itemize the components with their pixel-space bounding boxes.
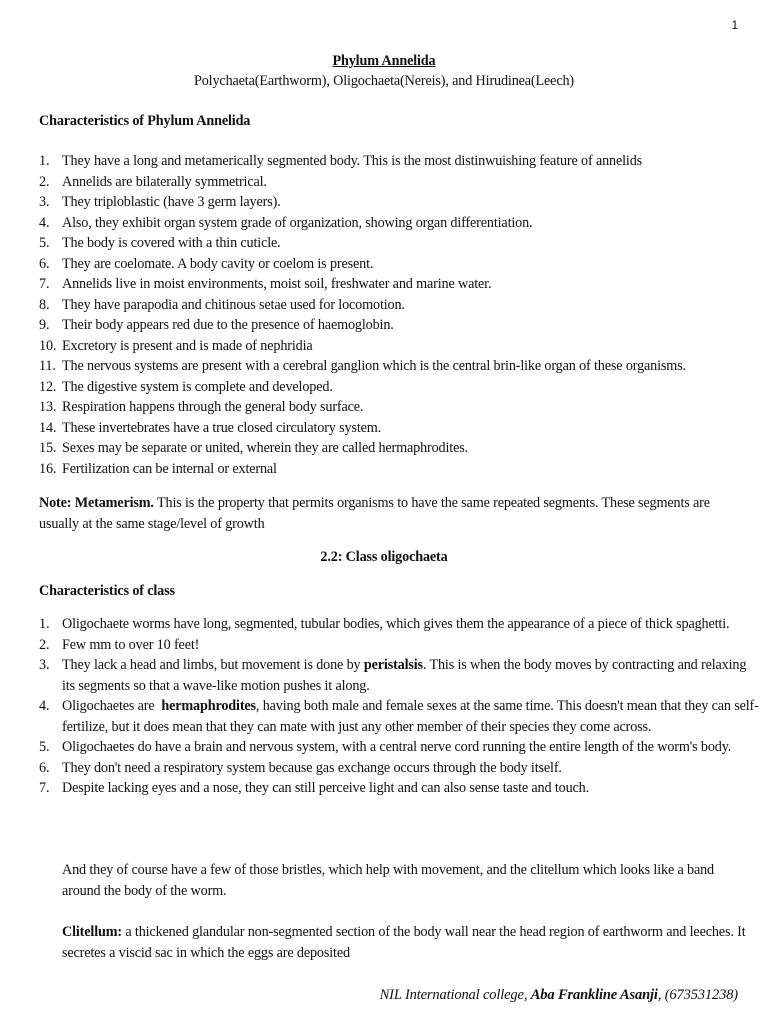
oligochaeta-characteristics-list — [39, 614, 762, 799]
list-item: 1. They have a long and metamerically segmented body. This is the most distinwuishing feature of annelids — [39, 153, 643, 169]
list-item: 4. Oligochaetes are hermaphrodites, having both male and female sexes at the same time. This doesn't mean that they can self-fertilize, but it does mean that they can mate with just any other member of their species they come across. — [39, 698, 759, 735]
list-item: 1. Oligochaete worms have long, segmented, tubular bodies, which gives them the appearance of a piece of thick spaghetti. — [39, 616, 730, 632]
metamerism-note: Note: Metamerism. This is the property that permits organisms to have the same repeated segments. These segments are usually at the same stage/level of growth — [39, 495, 710, 532]
note-label: Note: Metamerism. — [39, 495, 154, 511]
list-item: 10. Excretory is present and is made of nephridia — [39, 337, 313, 354]
list-item: 5. The body is covered with a thin cuticle. — [39, 235, 281, 251]
list-item: 9. Their body appears red due to the presence of haemoglobin. — [39, 317, 394, 333]
list-item: 16. Fertilization can be internal or external — [39, 460, 277, 477]
document-title: Phylum Annelida — [332, 53, 436, 69]
footer-phone: , (673531238) — [657, 987, 738, 1003]
list-item: 5. Oligochaetes do have a brain and nervous system, with a central nerve cord running the entire length of the worm's body. — [39, 739, 732, 755]
list-item: 7. Despite lacking eyes and a nose, they can still perceive light and can also sense taste and touch. — [39, 780, 590, 796]
list-item: 2. Few mm to over 10 feet! — [39, 636, 200, 653]
subheading-characteristics-of-class: Characteristics of class — [39, 583, 175, 599]
clitellum-definition: Clitellum: a thickened glandular non-segmented section of the body wall near the head region of earthworm and leeches. It secretes a viscid sac in which the eggs are deposited — [62, 924, 746, 961]
list-item: 15. Sexes may be separate or united, wherein they are called hermaphrodites. — [39, 440, 468, 456]
list-item: 4. Also, they exhibit organ system grade of organization, showing organ differentiation. — [39, 214, 533, 231]
list-item: 13. Respiration happens through the general body surface. — [39, 399, 364, 415]
list-item: 6. They don't need a respiratory system because gas exchange occurs through the body itself. — [39, 759, 562, 776]
bristles-continuation-text: And they of course have a few of those bristles, which help with movement, and the clitellum which looks like a band around the body of the worm. — [62, 862, 715, 899]
list-item: 6. They are coelomate. A body cavity or coelom is present. — [39, 255, 374, 272]
list-item: 3. They triploblastic (have 3 germ layers). — [39, 194, 281, 210]
document-subtitle: Polychaeta(Earthworm), Oligochaeta(Nereis), and Hirudinea(Leech) — [194, 73, 574, 89]
footer-institution: NIL International college, — [379, 987, 531, 1003]
list-item: 7. Annelids live in moist environments, moist soil, freshwater and marine water. — [39, 276, 492, 292]
list-item: 8. They have parapodia and chitinous setae used for locomotion. — [39, 296, 405, 313]
list-item: 3. They lack a head and limbs, but movement is done by peristalsis. This is when the body moves by contracting and relaxing its segments so that a wave-like motion pushes it along. — [39, 657, 747, 694]
section-heading-oligochaeta: 2.2: Class oligochaeta — [320, 549, 448, 565]
list-item: 12. The digestive system is complete and developed. — [39, 378, 333, 395]
list-item: 2. Annelids are bilaterally symmetrical. — [39, 173, 267, 190]
annelida-characteristics-list — [39, 151, 686, 479]
clitellum-label: Clitellum: — [62, 924, 122, 940]
list-item: 14. These invertebrates have a true closed circulatory system. — [39, 419, 382, 436]
page-number: 1 — [731, 18, 738, 32]
page-footer — [380, 987, 738, 1004]
section-heading-annelida: Characteristics of Phylum Annelida — [39, 113, 251, 129]
list-item: 11. The nervous systems are present with a cerebral ganglion which is the central brin-like organ of these organisms. — [39, 358, 686, 374]
term-peristalsis: peristalsis — [363, 657, 423, 673]
term-hermaphrodites: hermaphrodites — [161, 698, 256, 714]
footer-author: Aba Frankline Asanji — [530, 987, 658, 1003]
